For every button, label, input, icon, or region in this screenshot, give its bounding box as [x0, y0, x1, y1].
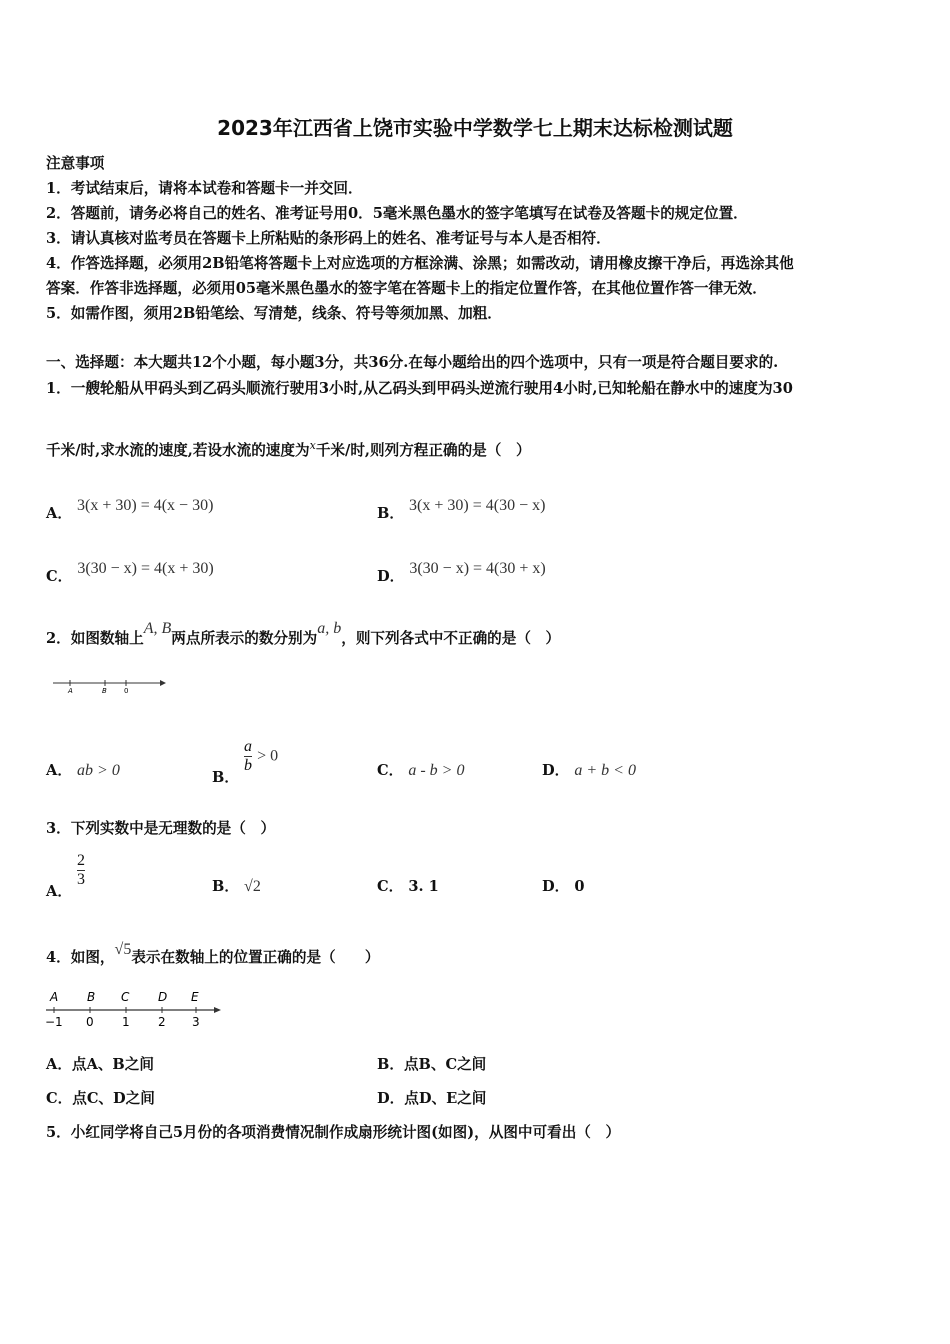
page-title: 2023年江西省上饶市实验中学数学七上期末达标检测试题	[217, 116, 733, 140]
q2-option-d[interactable]	[542, 759, 636, 780]
q4-option-c[interactable]	[46, 1087, 155, 1108]
fraction-denominator: 3	[77, 871, 86, 888]
q1-option-c[interactable]	[46, 560, 214, 586]
q5-stem: 5．小红同学将自己5月份的各项消费情况制作成扇形统计图(如图)，从图中可看出（ ）	[46, 1124, 621, 1141]
option-expr: 3(30 − x) = 4(30 + x)	[409, 560, 546, 577]
option-label: D．	[542, 762, 570, 779]
q3-option-c[interactable]	[377, 875, 439, 896]
notice-heading: 注意事项	[46, 155, 105, 172]
q4-prefix: 4．如图，	[46, 949, 115, 966]
option-label: D．	[542, 878, 570, 895]
option-text: 点B、C之间	[403, 1056, 487, 1073]
notice-item: 5．如需作图，须用2B铅笔绘、写清楚，线条、符号等须加黑、加粗．	[46, 305, 502, 322]
notice-item: 答案．作答非选择题，必须用05毫米黑色墨水的签字笔在答题卡上的指定位置作答，在其他位置作答一律无效．	[46, 280, 767, 297]
q4-option-b[interactable]	[377, 1053, 486, 1074]
q4-option-a[interactable]	[46, 1053, 154, 1074]
option-text: 点C、D之间	[72, 1090, 155, 1107]
q1-stem-line1: 1．一艘轮船从甲码头到乙码头顺流行驶用3小时,从乙码头到甲码头逆流行驶用4小时,已知轮船在静水中的速度为30	[46, 380, 793, 397]
tick-label: −1	[45, 1015, 63, 1029]
option-label: D．	[377, 1090, 405, 1107]
q2-option-a[interactable]	[46, 759, 120, 780]
option-label: A．	[46, 505, 72, 522]
option-label: D．	[377, 568, 405, 585]
point-label: E	[191, 990, 199, 1004]
number-line-arrow	[160, 680, 166, 686]
notice-item: 1．考试结束后，请将本试卷和答题卡一并交回．	[46, 180, 363, 197]
q2-middle: 两点所表示的数分别为	[171, 630, 318, 647]
notice-item: 2．答题前，请务必将自己的姓名、准考证号用0．5毫米黑色墨水的签字笔填写在试卷及答题卡的规定位置．	[46, 205, 748, 222]
q4-radical: √5	[114, 941, 132, 958]
option-expr: 3(30 − x) = 4(x + 30)	[77, 560, 214, 577]
q1-variable: x	[309, 439, 316, 453]
q2-suffix: ，则下列各式中不正确的是（ ）	[341, 630, 561, 647]
tick-label: 0	[86, 1015, 94, 1029]
axis-label: B	[102, 687, 107, 695]
q2-option-c[interactable]	[377, 759, 464, 780]
option-label: C．	[377, 878, 404, 895]
tick-label: 3	[192, 1015, 200, 1029]
section-heading: 一、选择题：本大题共12个小题，每小题3分，共36分.在每小题给出的四个选项中，只有一项是符合题目要求的.	[46, 354, 779, 371]
q1-stem-line2	[46, 439, 531, 460]
option-expr: 3. 1	[408, 878, 439, 895]
q2-option-b[interactable]	[212, 738, 279, 786]
option-expr: > 0	[257, 747, 279, 765]
option-label: A．	[46, 1056, 72, 1073]
option-expr: a + b < 0	[574, 762, 636, 779]
notice-item: 4．作答选择题，必须用2B铅笔将答题卡上对应选项的方框涂满、涂黑；如需改动，请用橡皮擦干净后，再选涂其他	[46, 255, 794, 272]
point-label: C	[121, 990, 130, 1004]
q1-stem-line2b: 千米/时,则列方程正确的是（ ）	[315, 442, 531, 459]
q3-option-a[interactable]	[46, 852, 86, 900]
option-expr: a - b > 0	[408, 762, 465, 779]
notice-item: 3．请认真核对监考员在答题卡上所粘贴的条形码上的姓名、准考证号与本人是否相符．	[46, 230, 611, 247]
fraction-numerator: 2	[77, 852, 86, 869]
option-label: C．	[377, 762, 404, 779]
fraction-denominator: b	[244, 757, 253, 774]
tick-label: 1	[122, 1015, 130, 1029]
option-expr: 0	[574, 878, 585, 895]
option-expr: √2	[244, 878, 261, 895]
q4-number-line	[44, 986, 224, 1030]
q2-prefix: 2．如图数轴上	[46, 630, 144, 647]
option-text: 点A、B之间	[71, 1056, 154, 1073]
option-label: C．	[46, 1090, 73, 1107]
number-line-arrow	[214, 1007, 221, 1013]
option-label: A．	[46, 882, 72, 900]
option-label: A．	[46, 762, 72, 779]
q3-stem: 3．下列实数中是无理数的是（ ）	[46, 820, 276, 837]
point-label: D	[158, 990, 168, 1004]
axis-label: 0	[124, 687, 129, 695]
q1-stem-line2a: 千米/时,求水流的速度,若设水流的速度为	[46, 442, 310, 459]
q4-stem	[46, 941, 380, 967]
q2-points: A, B	[143, 620, 172, 637]
point-label: B	[87, 990, 96, 1004]
axis-label: A	[68, 687, 73, 695]
option-expr: ab > 0	[77, 762, 120, 779]
option-expr: 3(x + 30) = 4(x − 30)	[77, 497, 214, 514]
q3-option-d[interactable]	[542, 875, 585, 896]
q2-stem	[46, 620, 561, 648]
option-label: B．	[377, 1056, 404, 1073]
option-label: C．	[46, 568, 73, 585]
point-label: A	[50, 990, 59, 1004]
q3-option-b[interactable]	[212, 875, 261, 896]
q1-option-b[interactable]	[377, 497, 546, 523]
option-text: 点D、E之间	[404, 1090, 487, 1107]
option-label: B．	[212, 878, 239, 895]
option-fraction	[77, 852, 85, 889]
q2-values: a, b	[317, 620, 342, 637]
option-label: B．	[377, 505, 404, 522]
option-fraction	[244, 738, 252, 775]
q1-option-d[interactable]	[377, 560, 546, 586]
option-label: B．	[212, 768, 239, 786]
fraction-numerator: a	[244, 738, 253, 755]
q4-option-d[interactable]	[377, 1087, 486, 1108]
option-expr: 3(x + 30) = 4(30 − x)	[409, 497, 546, 514]
tick-label: 2	[158, 1015, 166, 1029]
q4-suffix: 表示在数轴上的位置正确的是（ ）	[131, 949, 380, 966]
q1-option-a[interactable]	[46, 497, 214, 523]
q2-number-line	[50, 674, 170, 696]
